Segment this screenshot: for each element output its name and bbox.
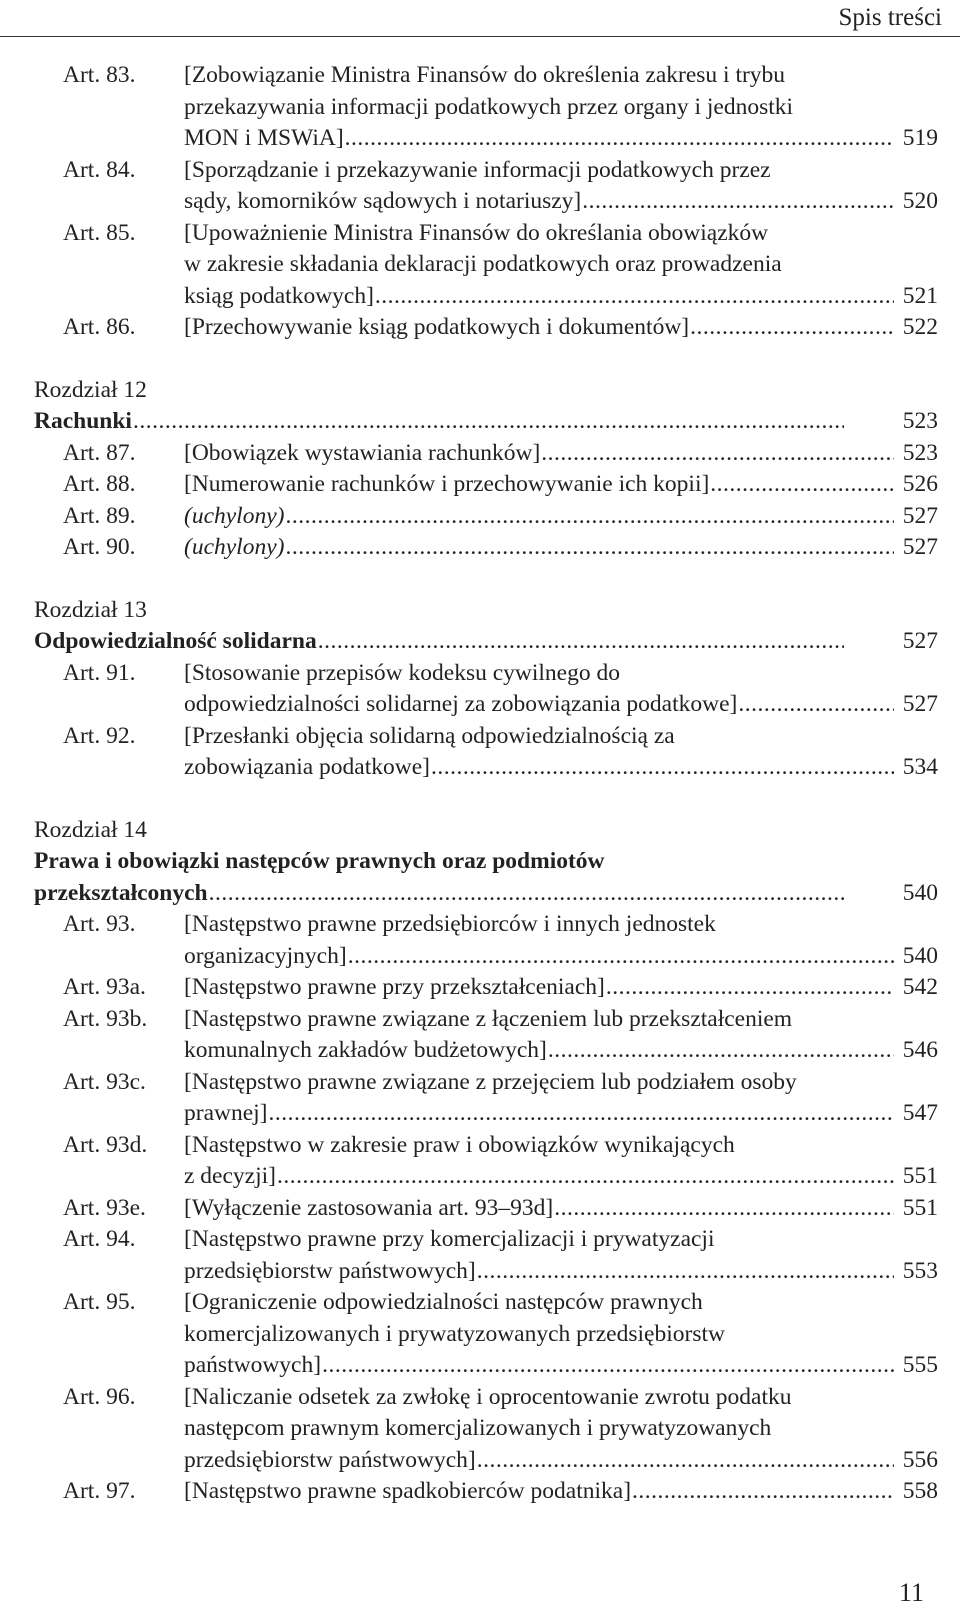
dot-leader: [690, 312, 894, 344]
article-page-number: 551: [902, 1194, 938, 1221]
article-title-line: zobowiązania podatkowe]: [184, 754, 430, 780]
chapter-title-line: przekształconych: [34, 879, 208, 906]
article-number: Art. 93c.: [63, 1068, 146, 1095]
toc-entry: [34, 1130, 958, 1193]
article-number: Art. 87.: [63, 439, 136, 466]
dot-leader: [738, 689, 894, 721]
dot-leader: [541, 438, 894, 470]
chapter-page-number: 523: [902, 408, 938, 434]
article-page-number: 519: [902, 125, 938, 151]
article-number: Art. 93.: [63, 911, 136, 937]
toc-entry: [34, 721, 958, 784]
toc-entry: [34, 1067, 958, 1130]
dot-leader: [277, 1161, 894, 1193]
toc-entry: [34, 1004, 958, 1067]
article-number: Art. 91.: [63, 659, 136, 686]
article-title-line: (uchylony): [184, 502, 285, 529]
dot-leader: [345, 123, 894, 155]
article-number: Art. 97.: [63, 1478, 136, 1504]
toc-entry: [34, 60, 958, 155]
toc-entry: [34, 972, 958, 1004]
dot-leader: [348, 941, 894, 973]
chapter-page-number: 527: [902, 628, 938, 654]
article-title-line: przekazywania informacji podatkowych przez organy i jednostki: [184, 93, 794, 120]
toc-entry: [34, 1476, 958, 1508]
article-title-line: [Numerowanie rachunków i przechowywanie ich kopii]: [184, 471, 710, 497]
article-title-line: [Obowiązek wystawiania rachunków]: [184, 439, 541, 466]
chapter-label: Rozdział 13: [34, 596, 147, 623]
toc-entry: [34, 218, 958, 313]
article-title-line: [Następstwo prawne spadkobierców podatnika]: [184, 1478, 632, 1504]
article-title-line: [Stosowanie przepisów kodeksu cywilnego do: [184, 659, 620, 686]
article-title-line: w zakresie składania deklaracji podatkowych oraz prowadzenia: [184, 251, 782, 277]
article-title-line: prawnej]: [184, 1100, 268, 1126]
header-rule: [0, 36, 960, 37]
article-title-line: [Naliczanie odsetek za zwłokę i oprocentowanie zwrotu podatku: [184, 1383, 792, 1410]
article-title-line: odpowiedzialności solidarnej za zobowiązania podatkowe]: [184, 691, 738, 717]
toc-entry: [34, 658, 958, 721]
toc-entry: [34, 469, 958, 501]
article-page-number: 555: [902, 1352, 938, 1378]
chapter-label: Rozdział 14: [34, 816, 147, 843]
toc-entry: [34, 1224, 958, 1287]
article-title-line: [Upoważnienie Ministra Finansów do określania obowiązków: [184, 219, 769, 246]
article-number: Art. 96.: [63, 1383, 136, 1410]
article-title-line: przedsiębiorstw państwowych]: [184, 1446, 476, 1473]
dot-leader: [285, 501, 894, 533]
article-number: Art. 89.: [63, 502, 136, 529]
dot-leader: [554, 1193, 894, 1225]
article-page-number: 547: [902, 1100, 938, 1126]
toc-entry: [34, 312, 958, 344]
toc-entry: [34, 155, 958, 218]
article-title-line: [Zobowiązanie Ministra Finansów do określenia zakresu i trybu: [184, 62, 786, 88]
toc-entry: [34, 501, 958, 533]
toc-entry: [34, 1193, 958, 1225]
table-of-contents: [34, 60, 958, 1508]
article-title-line: [Następstwo prawne przedsiębiorców i innych jednostek: [184, 911, 716, 937]
article-number: Art. 93a.: [63, 974, 146, 1000]
article-page-number: 553: [902, 1257, 938, 1284]
chapter-title-line: Rachunki: [34, 408, 132, 434]
article-title-line: [Wyłączenie zastosowania art. 93–93d]: [184, 1194, 554, 1221]
dot-leader: [477, 1445, 894, 1477]
dot-leader: [375, 281, 894, 313]
article-title-line: z decyzji]: [184, 1163, 276, 1189]
article-page-number: 546: [902, 1037, 938, 1063]
article-title-line: [Ograniczenie odpowiedzialności następców prawnych: [184, 1289, 703, 1315]
article-title-line: MON i MSWiA]: [184, 125, 344, 151]
article-title-line: organizacyjnych]: [184, 942, 347, 969]
article-title-line: (uchylony): [184, 534, 285, 560]
toc-entry: [34, 1382, 958, 1477]
article-number: Art. 90.: [63, 534, 136, 560]
article-page-number: 542: [902, 974, 938, 1000]
article-title-line: [Następstwo prawne związane z przejęciem lub podziałem osoby: [184, 1068, 797, 1095]
dot-leader: [285, 532, 894, 564]
dot-leader: [606, 972, 894, 1004]
article-page-number: 526: [902, 471, 938, 497]
article-title-line: komunalnych zakładów budżetowych]: [184, 1037, 547, 1063]
article-title-line: ksiąg podatkowych]: [184, 282, 374, 309]
dot-leader: [133, 406, 844, 438]
chapter-heading: [34, 375, 958, 438]
article-title-line: [Sporządzanie i przekazywanie informacji podatkowych przez: [184, 156, 771, 183]
article-number: Art. 93d.: [63, 1131, 148, 1158]
toc-entry: [34, 909, 958, 972]
article-number: Art. 84.: [63, 156, 136, 183]
article-title-line: [Następstwo prawne przy komercjalizacji i prywatyzacji: [184, 1226, 715, 1252]
article-number: Art. 93e.: [63, 1194, 146, 1221]
article-page-number: 527: [902, 691, 938, 717]
article-page-number: 527: [902, 502, 938, 529]
dot-leader: [431, 752, 894, 784]
chapter-heading: [34, 595, 958, 658]
article-number: Art. 85.: [63, 219, 136, 246]
dot-leader: [318, 626, 844, 658]
article-title-line: komercjalizowanych i prywatyzowanych przedsiębiorstw: [184, 1320, 725, 1347]
chapter-title-line: Odpowiedzialność solidarna: [34, 628, 317, 654]
article-number: Art. 83.: [63, 62, 136, 88]
dot-leader: [209, 878, 844, 910]
article-number: Art. 92.: [63, 722, 136, 749]
toc-entry: [34, 438, 958, 470]
dot-leader: [322, 1350, 894, 1382]
article-page-number: 551: [902, 1163, 938, 1189]
page-number: 11: [898, 1578, 924, 1607]
article-title-line: [Przesłanki objęcia solidarną odpowiedzialnością za: [184, 722, 675, 749]
chapter-title-line: Prawa i obowiązki następców prawnych oraz podmiotów: [34, 848, 605, 874]
article-page-number: 527: [902, 534, 938, 560]
article-number: Art. 95.: [63, 1289, 136, 1315]
dot-leader: [710, 469, 894, 501]
dot-leader: [632, 1476, 894, 1508]
article-title-line: [Następstwo prawne związane z łączeniem lub przekształceniem: [184, 1005, 793, 1032]
article-number: Art. 94.: [63, 1226, 136, 1252]
article-title-line: sądy, komorników sądowych i notariuszy]: [184, 188, 582, 214]
dot-leader: [548, 1035, 894, 1067]
article-page-number: 520: [902, 188, 938, 214]
article-page-number: 556: [902, 1446, 938, 1473]
running-header-title: Spis treści: [838, 4, 942, 31]
article-title-line: [Następstwo prawne przy przekształceniach]: [184, 974, 605, 1000]
dot-leader: [477, 1256, 894, 1288]
article-page-number: 534: [902, 754, 938, 780]
chapter-label: Rozdział 12: [34, 376, 147, 403]
article-page-number: 522: [902, 314, 938, 340]
article-number: Art. 86.: [63, 314, 136, 340]
chapter-heading: [34, 815, 958, 910]
article-page-number: 540: [902, 942, 938, 969]
article-number: Art. 93b.: [63, 1005, 148, 1032]
article-title-line: przedsiębiorstw państwowych]: [184, 1257, 476, 1284]
article-page-number: 523: [902, 439, 938, 466]
article-number: Art. 88.: [63, 471, 136, 497]
article-title-line: państwowych]: [184, 1352, 322, 1378]
article-title-line: [Przechowywanie ksiąg podatkowych i dokumentów]: [184, 314, 690, 340]
dot-leader: [582, 186, 894, 218]
article-title-line: następcom prawnym komercjalizowanych i prywatyzowanych: [184, 1415, 772, 1441]
toc-entry: [34, 1287, 958, 1382]
article-title-line: [Następstwo w zakresie praw i obowiązków wynikających: [184, 1131, 735, 1158]
article-page-number: 521: [902, 282, 938, 309]
toc-entry: [34, 532, 958, 564]
chapter-page-number: 540: [902, 879, 938, 906]
dot-leader: [269, 1098, 894, 1130]
article-page-number: 558: [902, 1478, 938, 1504]
